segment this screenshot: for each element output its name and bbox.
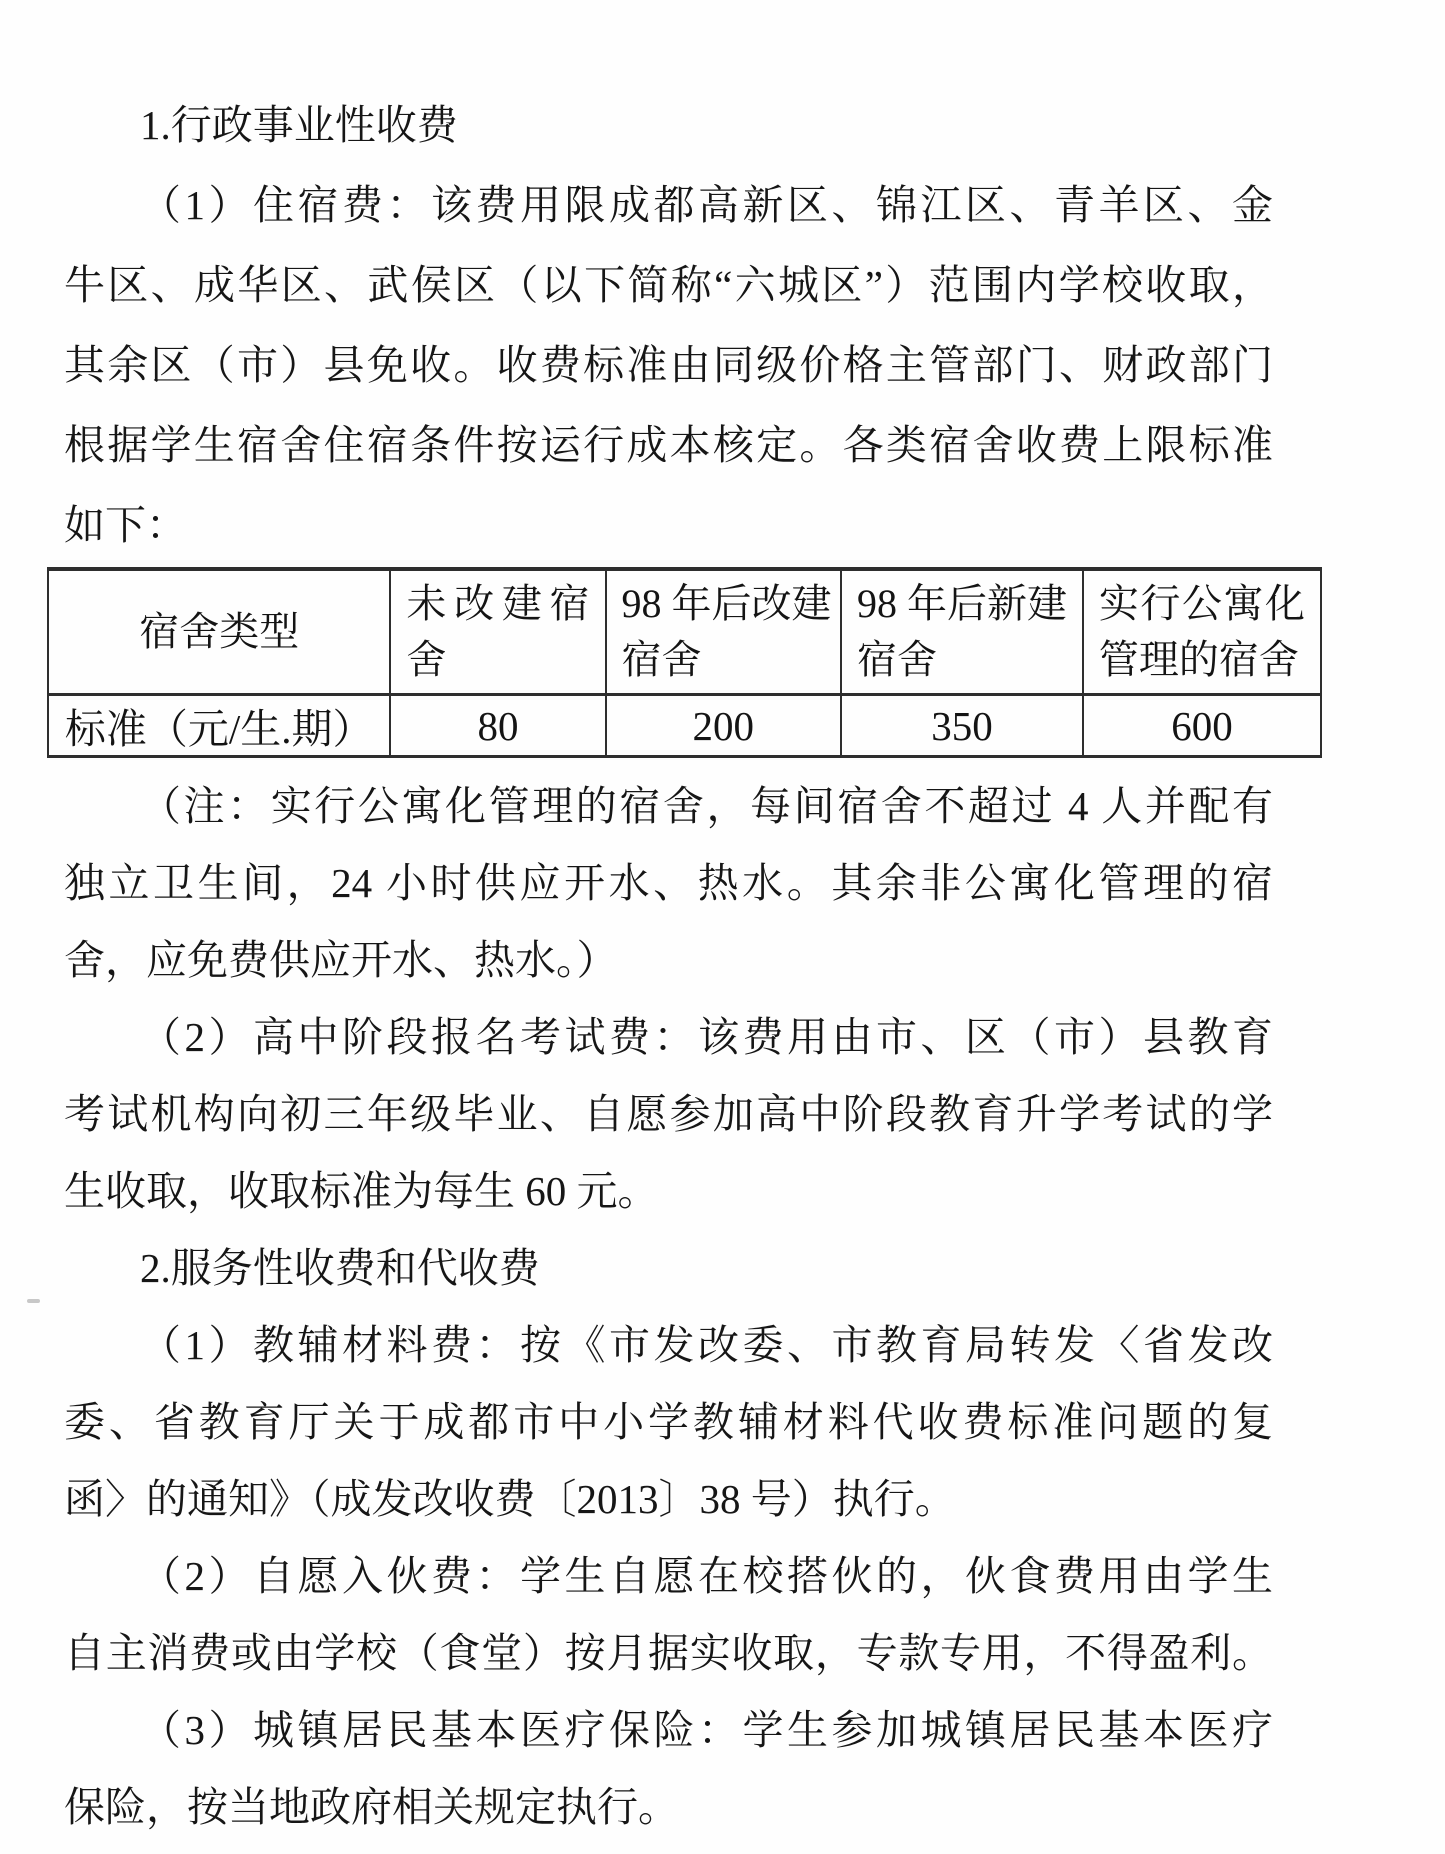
text-line-medical-insurance-1: （3）城镇居民基本医疗保险：学生参加城镇居民基本医疗 xyxy=(140,1707,1273,1753)
table-header-renovated-after-98 xyxy=(606,569,842,695)
table-header-row xyxy=(48,569,1321,695)
dorm-fee-table xyxy=(47,567,1322,758)
table-header-text: 未改建宿 xyxy=(406,581,590,626)
table-header-text: 宿舍 xyxy=(621,637,702,682)
text-line-accommodation-5: 如下： xyxy=(64,502,187,548)
scan-speckle xyxy=(27,1299,40,1303)
table-header-text: 宿舍类型 xyxy=(139,609,300,654)
table-header-text: 管理的宿舍 xyxy=(1098,637,1299,682)
table-value-apartment-managed: 600 xyxy=(1083,695,1321,757)
table-header-text: 舍 xyxy=(406,637,447,682)
text-line-medical-insurance-2: 保险，按当地政府相关规定执行。 xyxy=(64,1784,679,1830)
table-header-new-after-98 xyxy=(841,569,1083,695)
text-line-materials-fee-1: （1）教辅材料费：按《市发改委、市教育局转发〈省发改 xyxy=(140,1322,1273,1368)
heading-administrative-fees: 1.行政事业性收费 xyxy=(140,102,458,148)
table-header-text: 98 年后改建 xyxy=(621,581,832,626)
heading-service-fees: 2.服务性收费和代收费 xyxy=(140,1245,540,1291)
text-line-meal-fee-1: （2）自愿入伙费：学生自愿在校搭伙的，伙食费用由学生 xyxy=(140,1553,1273,1599)
text-line-materials-fee-3: 函〉的通知》（成发改收费〔2013〕38 号）执行。 xyxy=(64,1476,956,1522)
table-header-text: 实行公寓化 xyxy=(1098,581,1305,626)
text-line-accommodation-4: 根据学生宿舍住宿条件按运行成本核定。各类宿舍收费上限标准 xyxy=(64,422,1273,468)
text-line-exam-fee-2: 考试机构向初三年级毕业、自愿参加高中阶段教育升学考试的学 xyxy=(64,1091,1273,1137)
text-line-note-3: 舍，应免费供应开水、热水。） xyxy=(64,937,618,983)
section-notes-and-service-fees xyxy=(64,768,1273,1846)
table-header-apartment-managed xyxy=(1083,569,1321,695)
table-header-dorm-type xyxy=(48,569,390,695)
text-line-meal-fee-2: 自主消费或由学校（食堂）按月据实收取，专款专用，不得盈利。 xyxy=(64,1630,1273,1676)
table-header-text: 宿舍 xyxy=(857,637,938,682)
table-header-text: 98 年后新建 xyxy=(857,581,1068,626)
text-line-exam-fee-3: 生收取，收取标准为每生 60 元。 xyxy=(64,1168,659,1214)
text-line-accommodation-1: （1）住宿费：该费用限成都高新区、锦江区、青羊区、金 xyxy=(140,182,1273,228)
table-value-new-after-98: 350 xyxy=(841,695,1083,757)
table-value-unrenovated: 80 xyxy=(390,695,605,757)
table-standard-row xyxy=(48,695,1321,757)
text-line-note-2: 独立卫生间，24 小时供应开水、热水。其余非公寓化管理的宿 xyxy=(64,860,1273,906)
text-line-accommodation-3: 其余区（市）县免收。收费标准由同级价格主管部门、财政部门 xyxy=(64,342,1273,388)
table-row-label-standard: 标准（元/生.期） xyxy=(48,695,390,757)
text-line-accommodation-2: 牛区、成华区、武侯区（以下简称“六城区”）范围内学校收取， xyxy=(64,262,1273,308)
table-value-renovated-after-98: 200 xyxy=(606,695,842,757)
text-line-exam-fee-1: （2）高中阶段报名考试费：该费用由市、区（市）县教育 xyxy=(140,1014,1273,1060)
section-administrative-fees xyxy=(64,85,1273,565)
table-header-unrenovated xyxy=(390,569,605,695)
text-line-materials-fee-2: 委、省教育厅关于成都市中小学教辅材料代收费标准问题的复 xyxy=(64,1399,1273,1445)
text-line-note-1: （注：实行公寓化管理的宿舍，每间宿舍不超过 4 人并配有 xyxy=(140,783,1273,829)
